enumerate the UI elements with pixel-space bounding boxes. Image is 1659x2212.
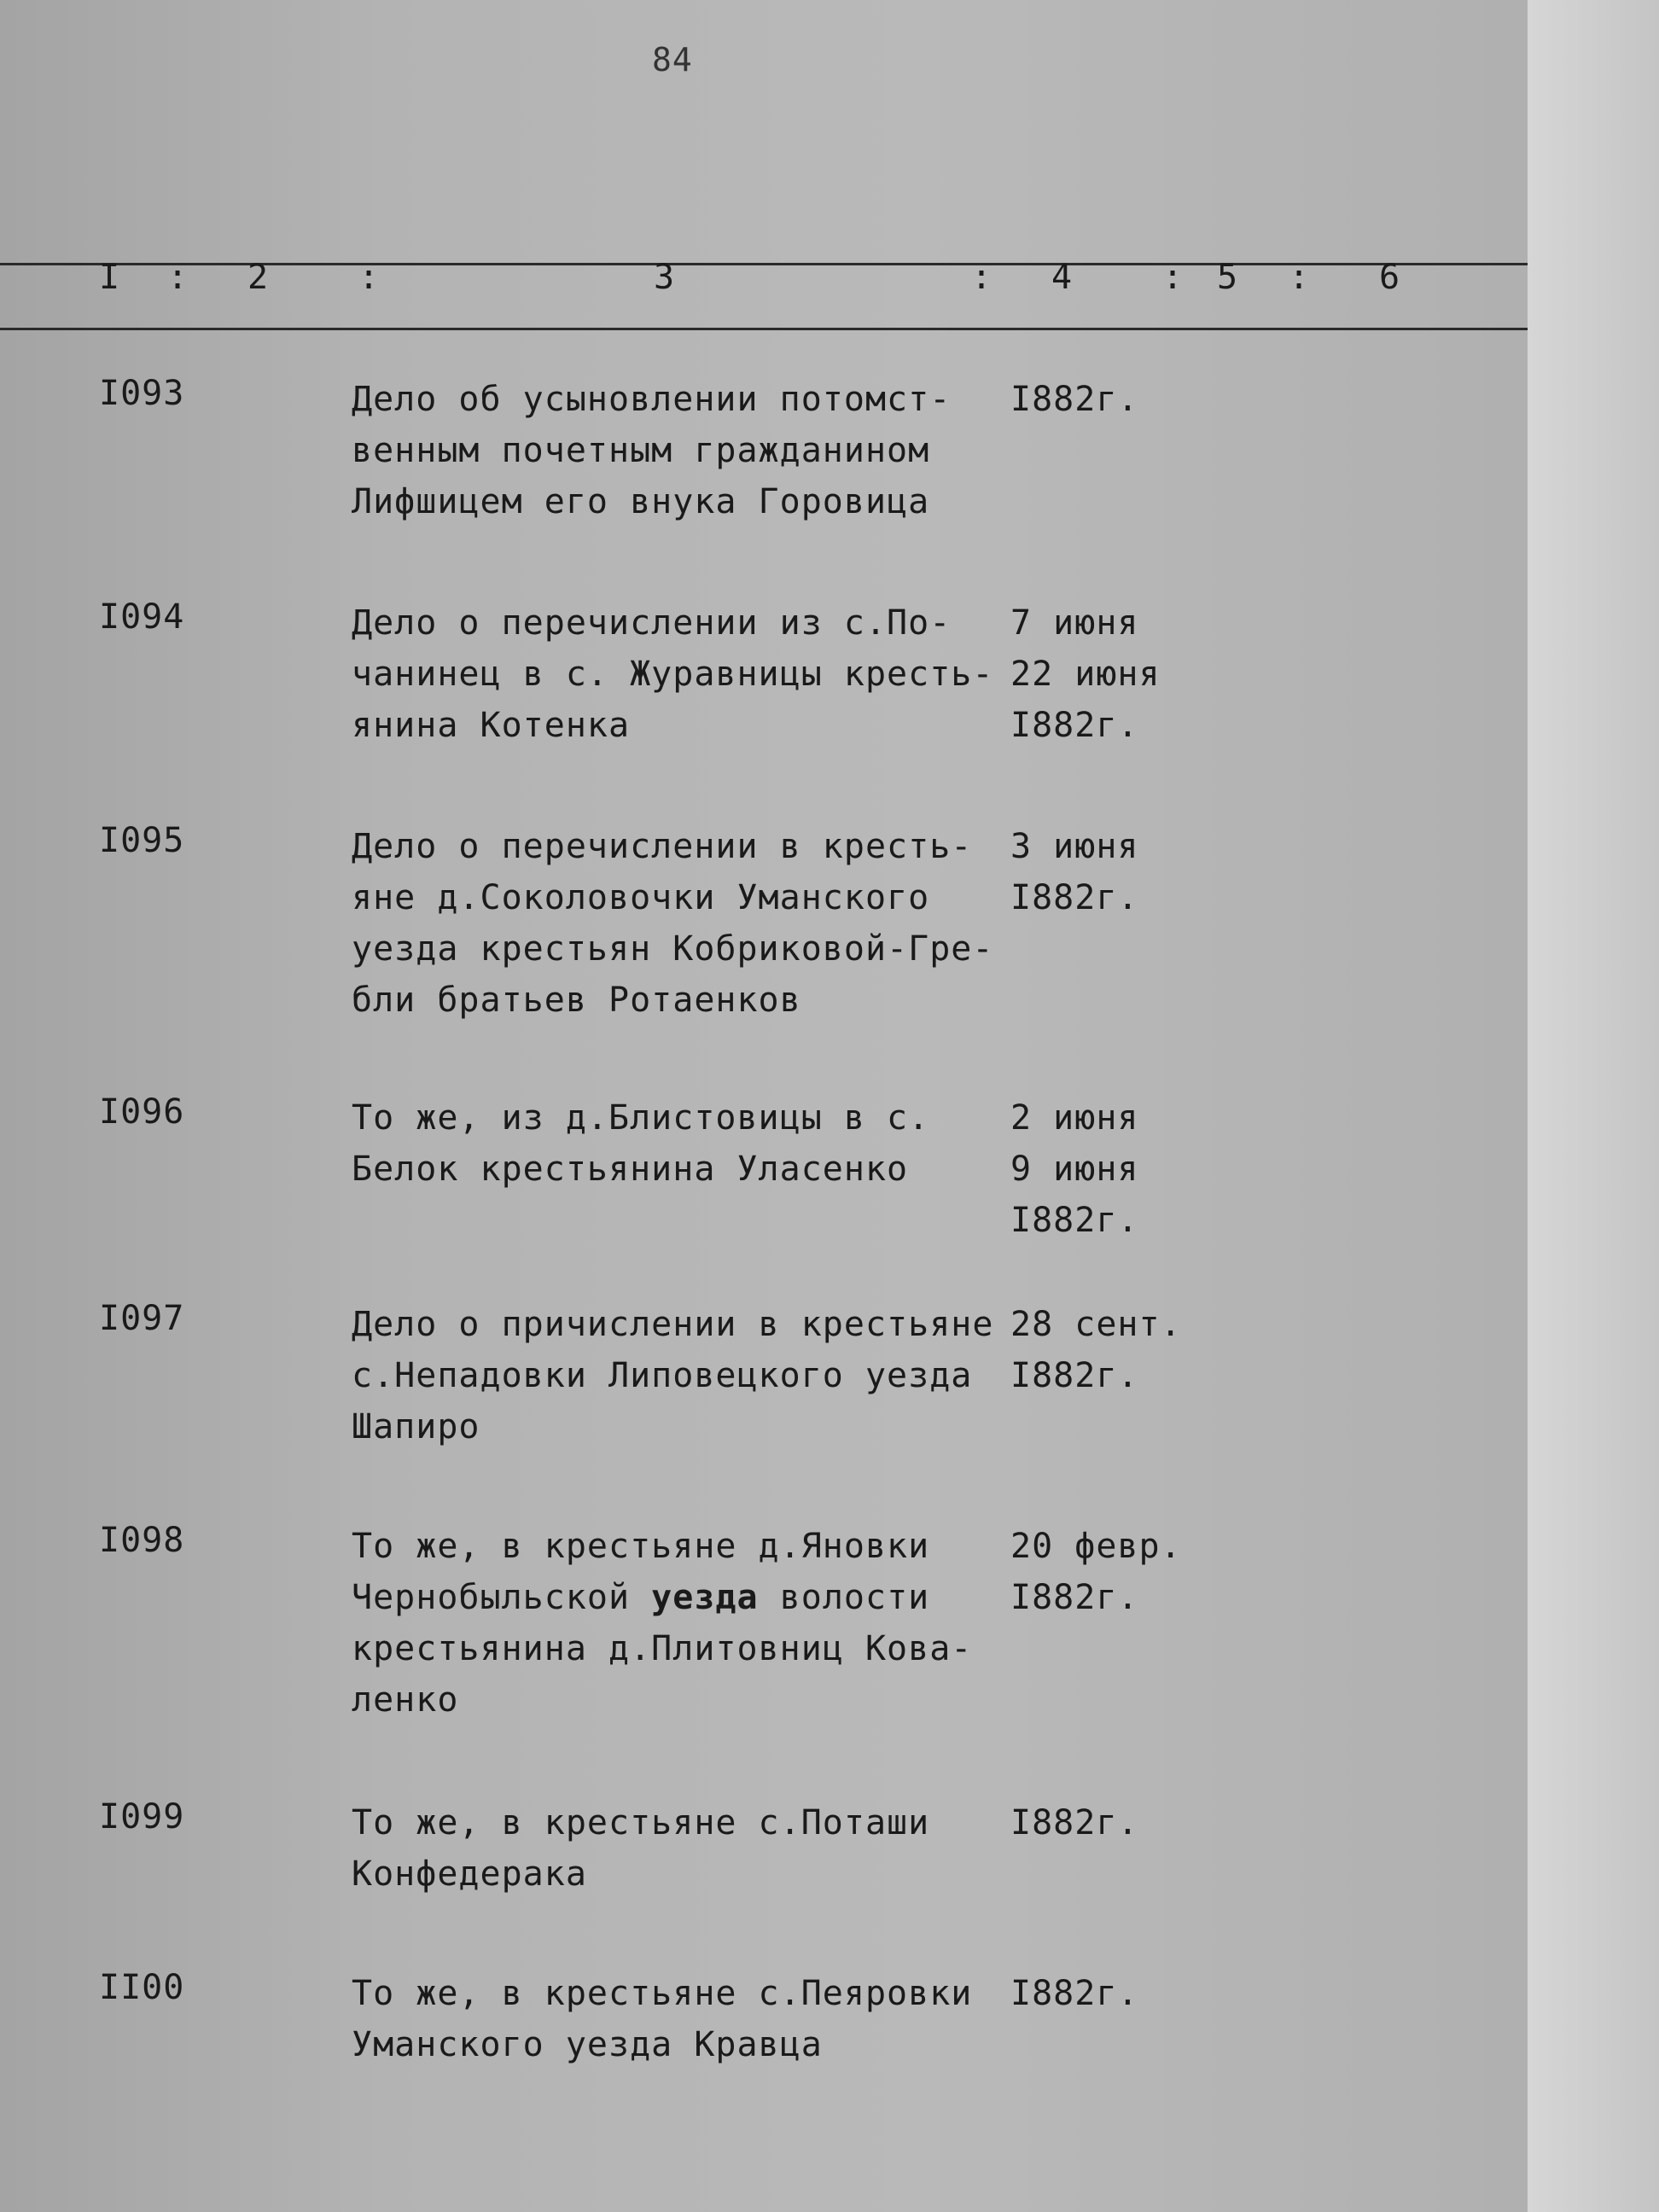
description-line: Дело о причислении в крестьяне	[352, 1305, 994, 1344]
entry-number: I093	[99, 374, 185, 413]
description-line: То же, в крестьяне с.Поташи	[352, 1803, 930, 1842]
description-line: То же, в крестьяне с.Пеяровки	[352, 1974, 973, 2013]
entry-number: I096	[99, 1092, 185, 1132]
description-line: крестьянина д.Плитовниц Кова-	[352, 1629, 973, 1668]
description-line: венным почетным гражданином	[352, 431, 930, 470]
entry-description	[352, 1521, 1017, 1726]
description-line: Дело о перечислении в кресть-	[352, 827, 973, 866]
description-line: чанинец в с. Журавницы кресть-	[352, 655, 994, 694]
description-line: уезда крестьян Кобриковой-Гре-	[352, 929, 994, 969]
header-col-2: 2	[247, 258, 269, 297]
description-line: То же, в крестьяне д.Яновки	[352, 1527, 930, 1566]
description-line: Шапиро	[352, 1407, 480, 1447]
header-col-6: 6	[1379, 258, 1400, 297]
date-line: 3 июня	[1010, 827, 1139, 866]
description-line: янина Котенка	[352, 706, 631, 745]
date-line: 2 июня	[1010, 1098, 1139, 1138]
description-line: Лифшицем его внука Горовица	[352, 482, 930, 521]
entry-date	[1010, 597, 1232, 751]
header-col-3: 3	[654, 258, 675, 297]
entry-date	[1010, 1521, 1232, 1623]
header-sep-5: :	[1289, 258, 1310, 297]
description-fragment: Чернобыльской	[352, 1578, 652, 1617]
date-line: I882г.	[1010, 878, 1139, 917]
date-line: I882г.	[1010, 706, 1139, 745]
header-col-5: 5	[1217, 258, 1238, 297]
description-line: Дело о перечислении из с.По-	[352, 603, 952, 643]
header-sep-3: :	[971, 258, 992, 297]
date-line: 7 июня	[1010, 603, 1139, 643]
description-line: Конфедерака	[352, 1854, 587, 1894]
entry-number: II00	[99, 1968, 185, 2007]
page-edge-background	[1528, 0, 1659, 2212]
date-line: 22 июня	[1010, 655, 1161, 694]
description-fragment: волости	[758, 1578, 930, 1617]
page-number: 84	[652, 41, 693, 79]
description-line: с.Непадовки Липовецкого уезда	[352, 1356, 973, 1395]
entry-number: I097	[99, 1299, 185, 1338]
entry-description	[352, 597, 1017, 751]
description-line: яне д.Соколовочки Уманского	[352, 878, 930, 917]
header-sep-2: :	[358, 258, 380, 297]
entry-date	[1010, 1968, 1232, 2019]
date-line: I882г.	[1010, 1201, 1139, 1240]
date-line: I882г.	[1010, 1356, 1139, 1395]
header-col-1: I	[99, 258, 120, 297]
entry-number: I094	[99, 597, 185, 637]
entry-date	[1010, 1797, 1232, 1848]
entry-description	[352, 1299, 1017, 1452]
entry-number: I098	[99, 1521, 185, 1560]
header-bottom-rule	[0, 328, 1528, 330]
header-sep-1: :	[167, 258, 189, 297]
description-line: То же, из д.Блистовицы в с.	[352, 1098, 930, 1138]
entry-date	[1010, 1092, 1232, 1246]
entry-description	[352, 374, 1017, 527]
date-line: I882г.	[1010, 1578, 1139, 1617]
date-line: I882г.	[1010, 380, 1139, 419]
entry-number: I095	[99, 821, 185, 860]
entry-number: I099	[99, 1797, 185, 1837]
date-line: I882г.	[1010, 1803, 1139, 1842]
entry-date	[1010, 821, 1232, 923]
struck-out-word: уезда	[651, 1578, 759, 1617]
entry-description	[352, 1092, 1017, 1195]
description-line: ленко	[352, 1680, 459, 1720]
entry-description	[352, 821, 1017, 1026]
date-line: 28 сент.	[1010, 1305, 1182, 1344]
description-line	[352, 1572, 1017, 1623]
description-line: бли братьев Ротаенков	[352, 981, 801, 1020]
date-line: 9 июня	[1010, 1150, 1139, 1189]
date-line: I882г.	[1010, 1974, 1139, 2013]
description-line: Дело об усыновлении потомст-	[352, 380, 952, 419]
entry-date	[1010, 1299, 1232, 1401]
entry-description	[352, 1968, 1017, 2070]
entry-description	[352, 1797, 1017, 1900]
header-col-4: 4	[1051, 258, 1073, 297]
header-sep-4: :	[1162, 258, 1184, 297]
date-line: 20 февр.	[1010, 1527, 1182, 1566]
entry-date	[1010, 374, 1232, 425]
description-line: Белок крестьянина Уласенко	[352, 1150, 909, 1189]
description-line: Уманского уезда Кравца	[352, 2025, 823, 2064]
